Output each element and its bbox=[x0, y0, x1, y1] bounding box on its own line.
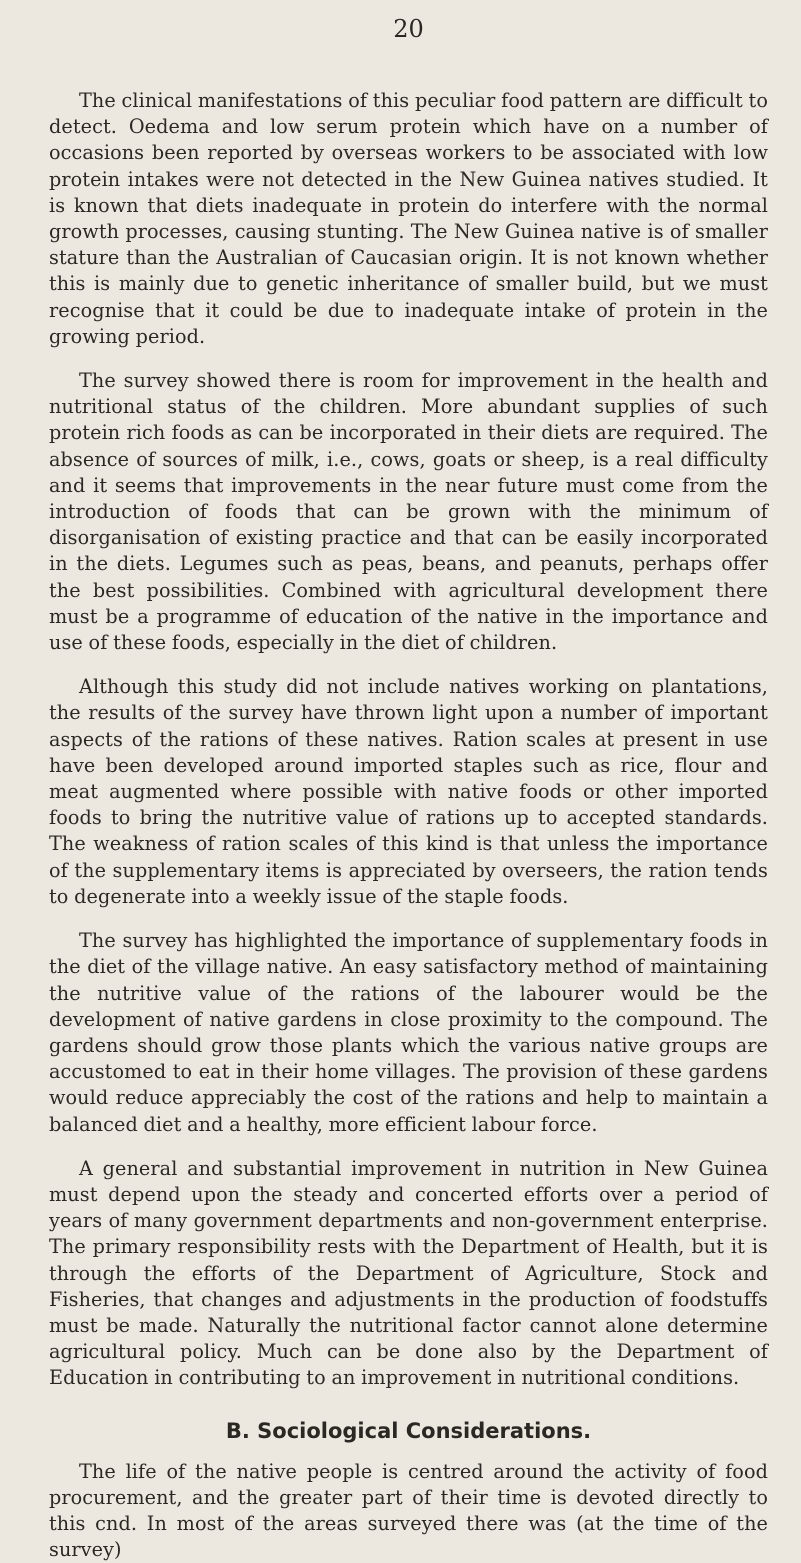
paragraph-clinical-manifestations: The clinical manifestations of this peculiar food pattern are difficult to detect. Oedema and low serum protein which have on a number of occasions been reported by overseas workers to be associated with low protein intakes were not detected in the New Guinea natives studied. It is known that diets inadequate in protein do interfere with the normal growth processes, causing stunting. The New Guinea native is of smaller stature than the Australian of Caucasian origin. It is not known whether this is mainly due to genetic inheritance of smaller build, but we must recognise that it could be due to inadequate intake of protein in the growing period. bbox=[49, 89, 768, 348]
section-heading: B. Sociological Considerations. bbox=[225, 1418, 592, 1443]
paragraph-food-procurement: The life of the native people is centred around the activity of food procurement, and the greater part of their time is devoted directly to this cnd. In most of the areas surveyed there was (at the time of the survey) bbox=[49, 1459, 768, 1562]
paragraph-survey-improvement: The survey showed there is room for improvement in the health and nutritional status of the children. More abundant supplies of such protein rich foods as can be incorporated in their diets are required. The absence of sources of milk, i.e., cows, goats or sheep, is a real difficulty and it seems that improvements in the near future must come from the introduction of foods that can be grown with the minimum of disorganisation of existing practice and that can be easily incorporated in the diets. Legumes such as peas, beans, and peanuts, perhaps offer the best possibilities. Combined with agricultural development there must be a programme of education of the native in the importance and use of these foods, especially in the diet of children. bbox=[49, 369, 768, 655]
paragraph-plantation-rations: Although this study did not include natives working on plantations, the results of the survey have thrown light upon a number of important aspects of the rations of these natives. Ration scales at present in use have been developed around imported staples such as rice, flour and meat augmented where possible with native foods or other imported foods to bring the nutritive value of rations up to accepted standards. The weakness of ration scales of this kind is that unless the importance of the supplementary items is appreciated by overseers, the ration tends to degenerate into a weekly issue of the staple foods. bbox=[49, 675, 768, 908]
page-number: 20 bbox=[393, 15, 424, 43]
paragraph-general-improvement: A general and substantial improvement in nutrition in New Guinea must depend upon the steady and concerted efforts over a period of years of many government departments and non-government enterprise. The primary responsibility rests with the Department of Health, but it is through the efforts of the Department of Agriculture, Stock and Fisheries, that changes and adjustments in the production of foodstuffs must be made. Naturally the nutritional factor cannot alone determine agricultural policy. Much can be done also by the Department of Education in contributing to an improvement in nutritional conditions. bbox=[49, 1156, 768, 1390]
paragraph-supplementary-foods: The survey has highlighted the importance of supplementary foods in the diet of the village native. An easy satisfactory method of maintaining the nutritive value of the rations of the labourer would be the development of native gardens in close proximity to the compound. The gardens should grow those plants which the various native groups are accustomed to eat in their home villages. The provision of these gardens would reduce appreciably the cost of the rations and help to maintain a balanced diet and a healthy, more efficient labour force. bbox=[49, 929, 768, 1136]
